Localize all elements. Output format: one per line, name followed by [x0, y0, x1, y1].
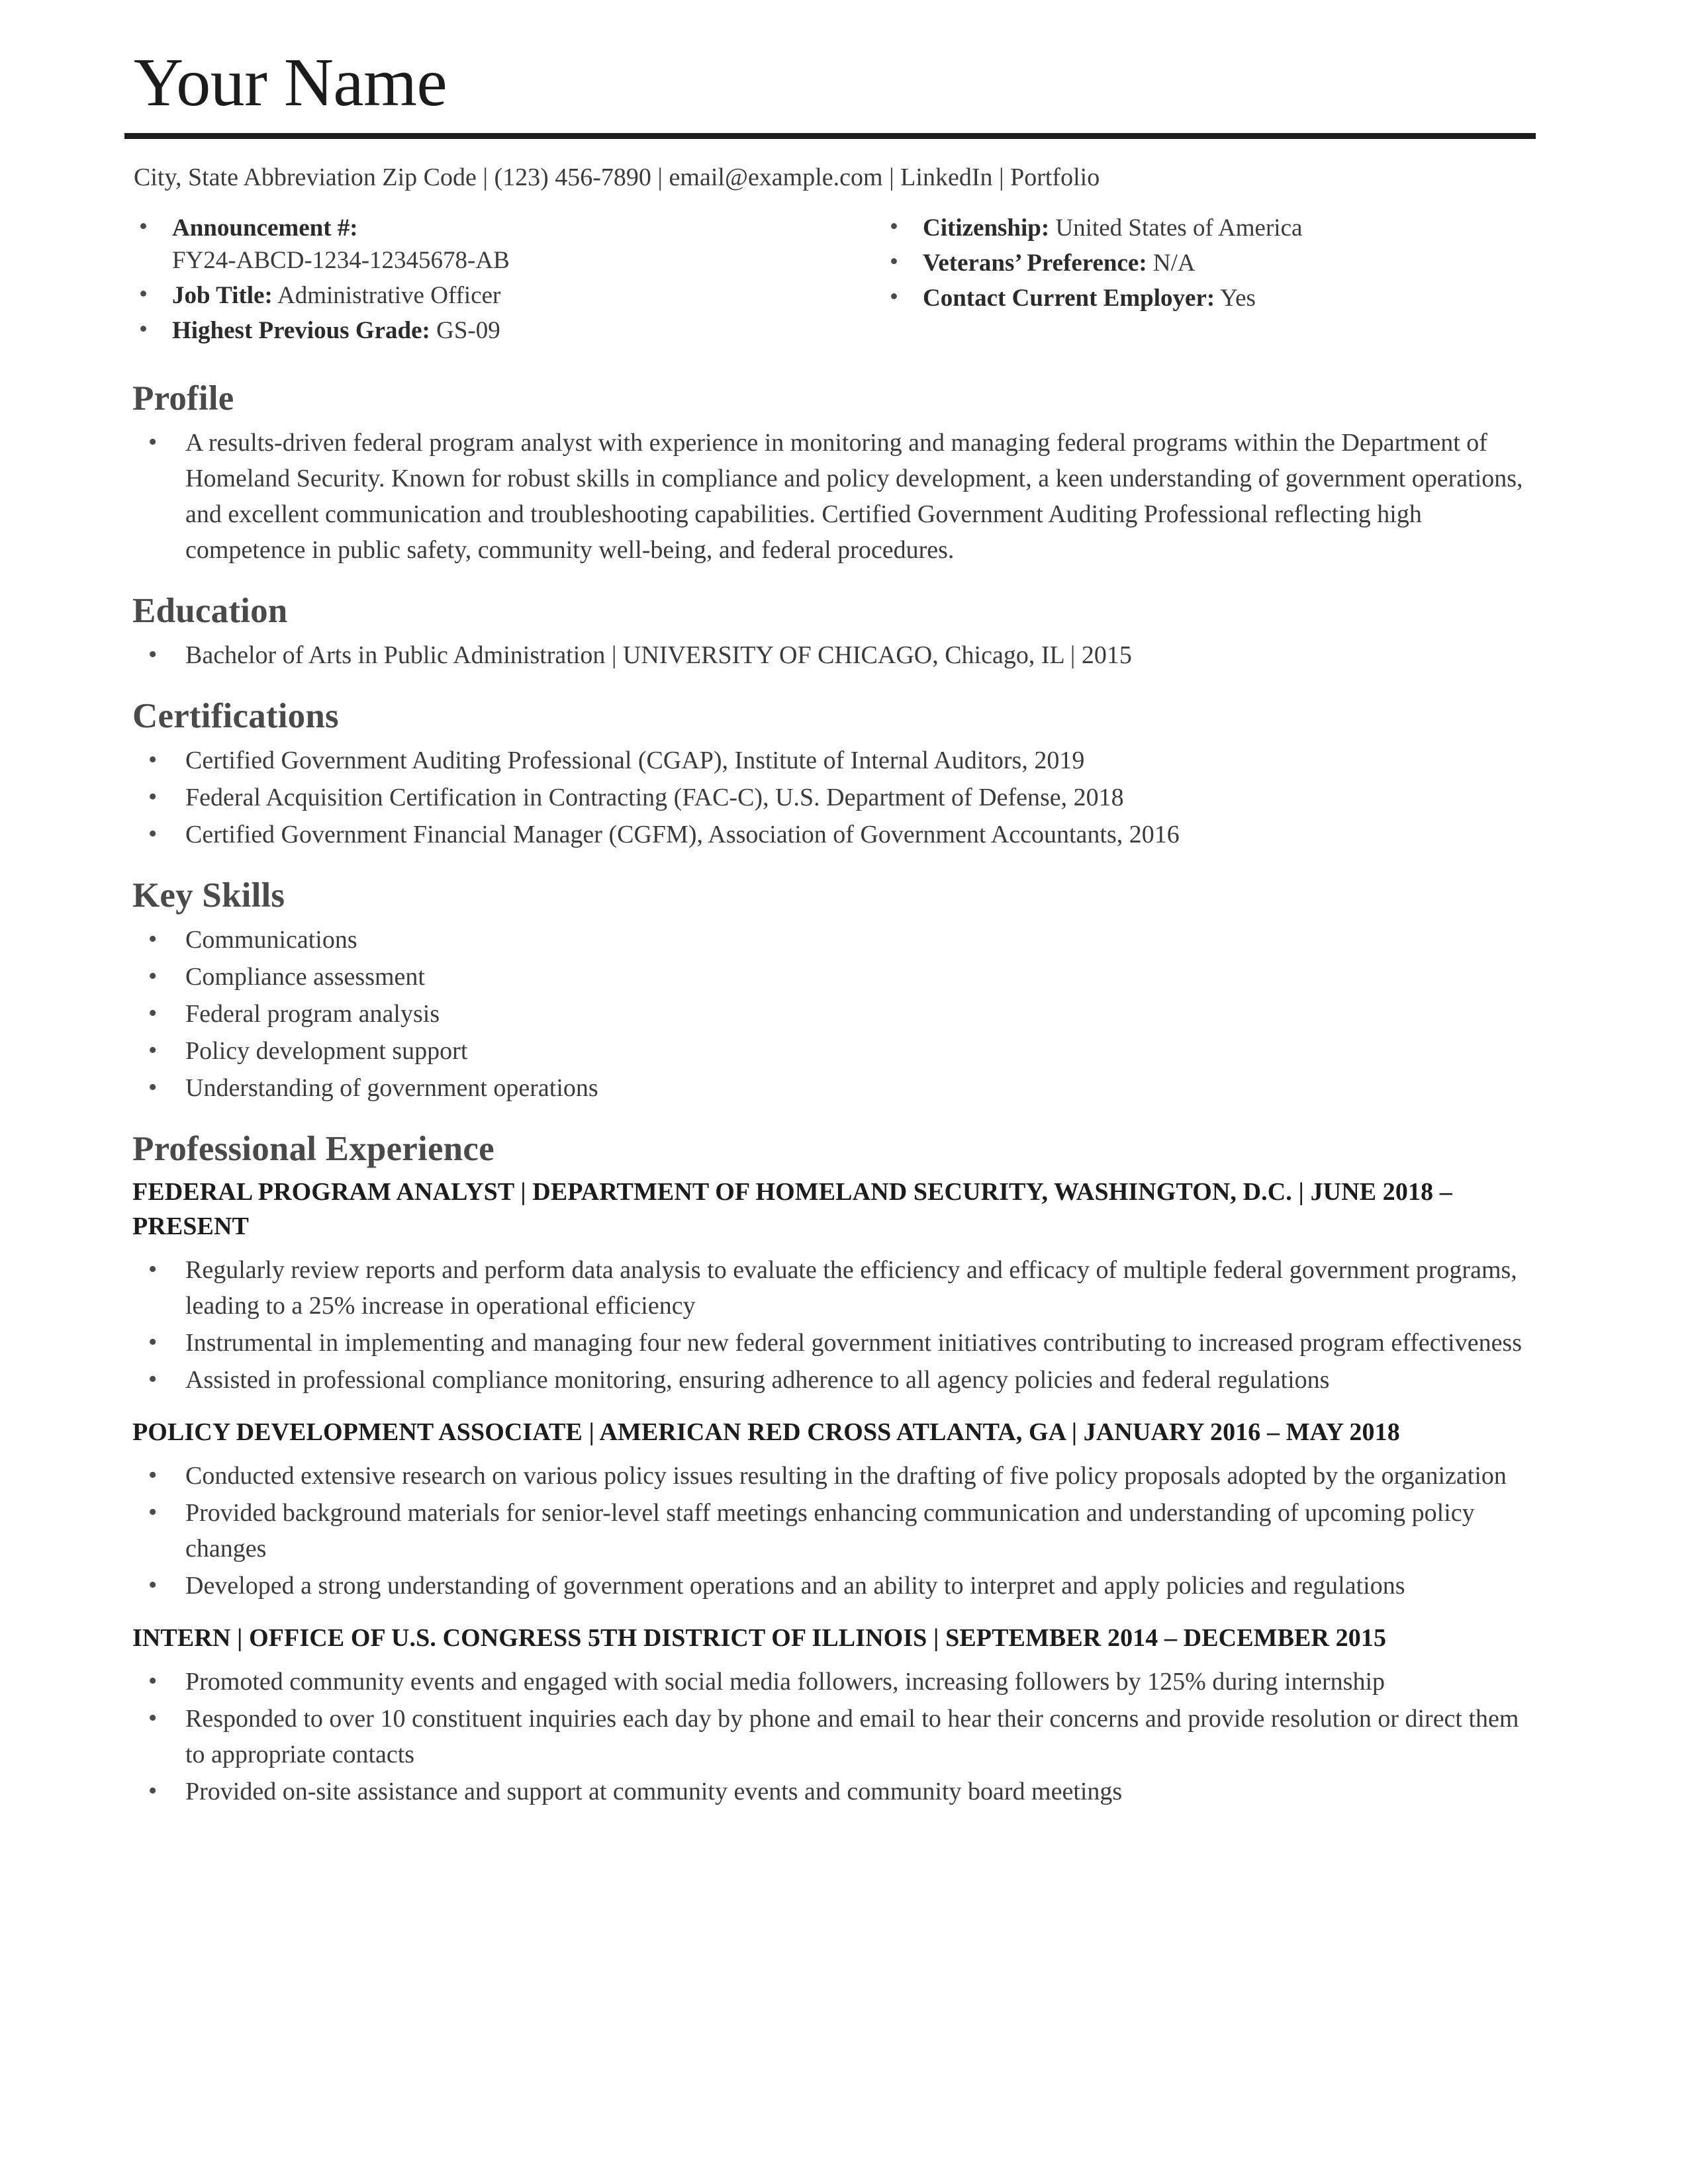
field-label: Highest Previous Grade:	[172, 317, 430, 345]
list-item	[124, 279, 830, 312]
contact-line: City, State Abbreviation Zip Code | (123) 456-7890 | email@example.com | LinkedIn | Portfolio	[134, 163, 1100, 192]
education-section	[124, 591, 1536, 674]
experience-bullet-list	[124, 1253, 1536, 1398]
federal-info-right-list	[875, 212, 1536, 315]
list-item: • Provided on-site assistance and support at community events and community board meetings	[124, 1774, 1536, 1810]
profile-heading: Profile	[132, 379, 234, 418]
list-item: • Assisted in professional compliance monitoring, ensuring adherence to all agency policies and federal regulations	[124, 1363, 1536, 1398]
key-skills-section	[124, 876, 1536, 1107]
profile-section	[124, 379, 1536, 569]
education-heading: Education	[132, 592, 288, 631]
certifications-list	[124, 743, 1536, 853]
list-item: • Responded to over 10 constituent inquiries each day by phone and email to hear their concerns and provide resolution or direct them to appropriate contacts	[124, 1702, 1536, 1773]
list-item: • Certified Government Financial Manager (CGFM), Association of Government Accountants, 2016	[124, 817, 1536, 853]
list-item: • Policy development support	[124, 1034, 1536, 1069]
list-item: • Federal program analysis	[124, 997, 1536, 1032]
experience-heading: Professional Experience	[132, 1129, 494, 1168]
field-label: Citizenship:	[923, 214, 1050, 242]
experience-bullet-list	[124, 1664, 1536, 1810]
experience-entry	[124, 1175, 1536, 1398]
list-item: • Federal Acquisition Certification in Contracting (FAC-C), U.S. Department of Defense, 2018	[124, 780, 1536, 816]
list-item	[124, 314, 830, 347]
list-item	[875, 282, 1536, 314]
list-item	[875, 212, 1536, 244]
key-skills-list	[124, 923, 1536, 1107]
experience-entry-title: INTERN | OFFICE OF U.S. CONGRESS 5TH DISTRICT OF ILLINOIS | SEPTEMBER 2014 – DECEMBER 2015	[132, 1623, 1387, 1652]
experience-jobs	[124, 1175, 1536, 1810]
key-skills-heading: Key Skills	[132, 876, 285, 915]
list-item: • Communications	[124, 923, 1536, 958]
list-item	[124, 212, 830, 277]
list-item: • Instrumental in implementing and managing four new federal government initiatives contributing to increased program effectiveness	[124, 1326, 1536, 1361]
page-title: Your Name	[134, 44, 447, 120]
experience-bullet-list	[124, 1459, 1536, 1604]
list-item: • Provided background materials for senior-level staff meetings enhancing communication and understanding of upcoming policy changes	[124, 1496, 1536, 1567]
list-item: • Understanding of government operations	[124, 1071, 1536, 1107]
federal-info-left-list	[124, 212, 830, 347]
field-value: N/A	[1147, 249, 1196, 277]
field-label: Announcement #:	[172, 214, 358, 242]
list-item: • Compliance assessment	[124, 960, 1536, 995]
list-item: • A results-driven federal program analyst with experience in monitoring and managing federal programs within the Department of Homeland Security. Known for robust skills in compliance and policy development, a keen understanding of government operations, and excellent communication and troubleshooting capabilities. Certified Government Auditing Professional reflecting high competence in public safety, community well-being, and federal procedures.	[124, 426, 1536, 569]
field-value: Administrative Officer	[272, 281, 501, 309]
list-item: • Regularly review reports and perform data analysis to evaluate the efficiency and efficacy of multiple federal government programs, leading to a 25% increase in operational efficiency	[124, 1253, 1536, 1324]
federal-info-block	[124, 212, 1536, 350]
federal-info-right-column	[830, 212, 1536, 350]
list-item: • Certified Government Auditing Professional (CGAP), Institute of Internal Auditors, 2019	[124, 743, 1536, 779]
field-value: Yes	[1215, 284, 1256, 312]
field-value: United States of America	[1049, 214, 1303, 242]
experience-entry	[124, 1621, 1536, 1810]
field-label: Contact Current Employer:	[923, 284, 1215, 312]
list-item: • Developed a strong understanding of government operations and an ability to interpret and apply policies and regulations	[124, 1569, 1536, 1604]
list-item: • Bachelor of Arts in Public Administration | UNIVERSITY OF CHICAGO, Chicago, IL | 2015	[124, 638, 1536, 674]
experience-entry	[124, 1416, 1536, 1604]
field-value: GS-09	[430, 317, 500, 345]
list-item	[875, 247, 1536, 279]
experience-section	[124, 1129, 1536, 1811]
federal-info-left-column	[124, 212, 830, 350]
field-label: Job Title:	[172, 281, 273, 309]
field-value: FY24-ABCD-1234-12345678-AB	[172, 246, 510, 274]
certifications-section	[124, 696, 1536, 853]
profile-list	[124, 426, 1536, 569]
experience-entry-title: FEDERAL PROGRAM ANALYST | DEPARTMENT OF HOMELAND SECURITY, WASHINGTON, D.C. | JUNE 2018 – PRESENT	[132, 1178, 1452, 1240]
header-divider	[124, 133, 1536, 139]
certifications-heading: Certifications	[132, 697, 339, 736]
field-label: Veterans’ Preference:	[923, 249, 1147, 277]
experience-entry-title: POLICY DEVELOPMENT ASSOCIATE | AMERICAN RED CROSS ATLANTA, GA | JANUARY 2016 – MAY 2018	[132, 1418, 1400, 1446]
education-list	[124, 638, 1536, 674]
list-item: • Conducted extensive research on various policy issues resulting in the drafting of five policy proposals adopted by the organization	[124, 1459, 1536, 1494]
list-item: • Promoted community events and engaged with social media followers, increasing followers by 125% during internship	[124, 1664, 1536, 1700]
